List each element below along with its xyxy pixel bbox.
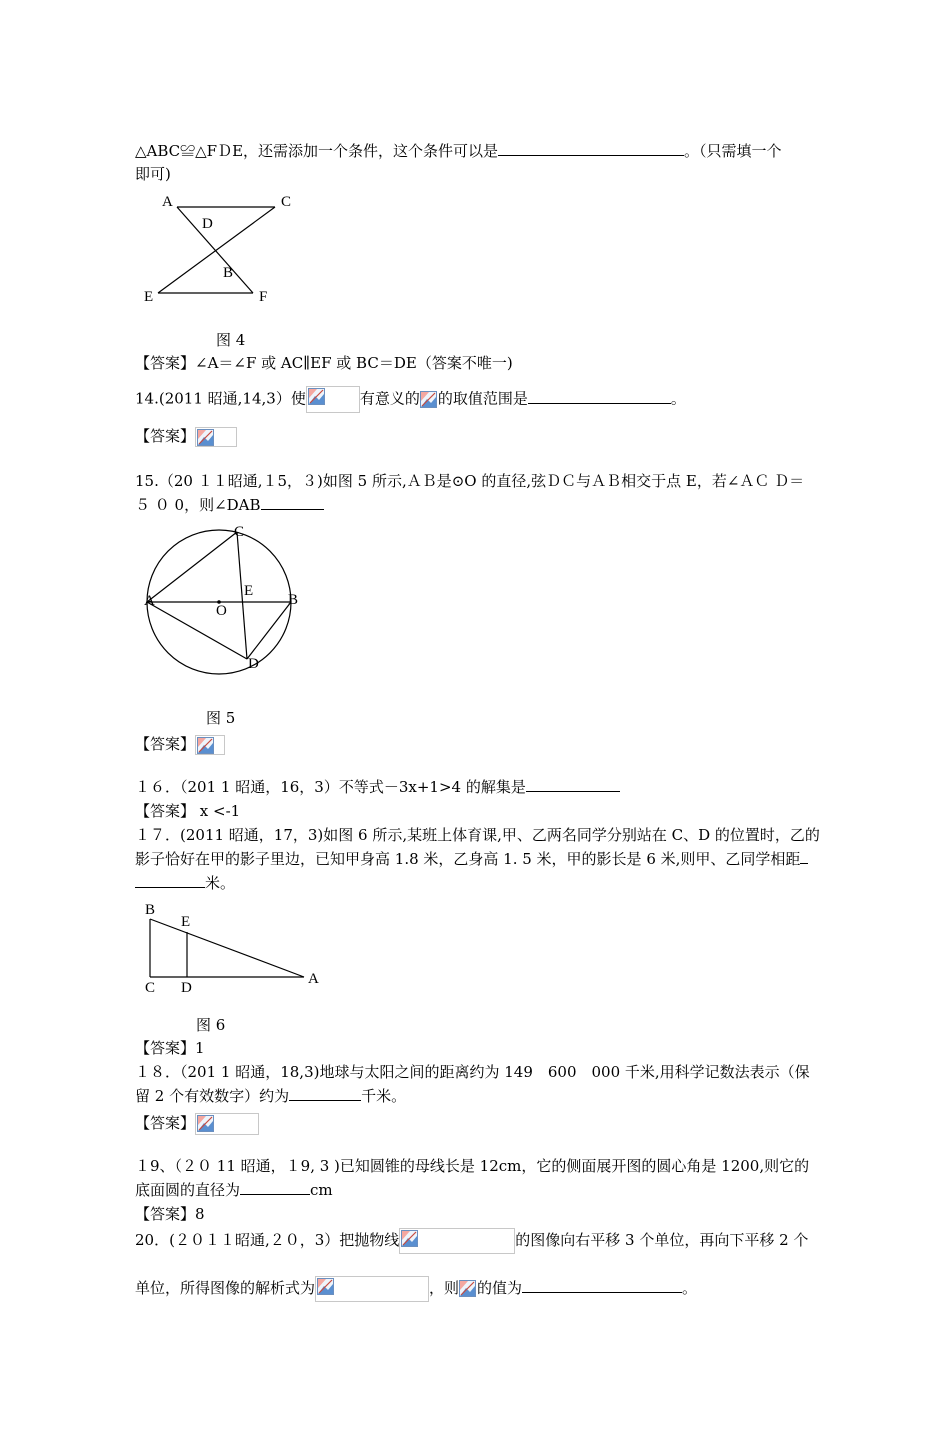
q17-text-a: １７．(2011 昭通，17，3)如图 6 所示,某班上体育课,甲、乙两名同学分别站在 C、D 的位置时，乙的 — [135, 826, 820, 844]
q20-text-f: 。 — [682, 1279, 698, 1297]
q13-blank — [498, 141, 684, 156]
q20-text-a: 20．(２０１１昭通,２０，3）把抛物线 — [135, 1231, 400, 1249]
q19-answer — [135, 1204, 205, 1224]
fig5-label-c: C — [234, 524, 245, 540]
q14-blank — [528, 389, 671, 404]
q19-answer-label: 【答案】 — [135, 1205, 196, 1223]
q14-text-d: 。 — [670, 389, 686, 408]
fig5-seg-bd — [247, 602, 291, 659]
q14-answer-label: 【答案】 — [135, 427, 196, 445]
fig4-label-a: A — [162, 194, 173, 210]
figure-4 — [140, 188, 310, 308]
q16-answer-text: x <-1 — [195, 802, 241, 820]
q20-text-e: 的值为 — [477, 1279, 523, 1297]
q13-line-1 — [135, 141, 782, 161]
broken-image-icon — [197, 1115, 214, 1132]
q19-blank — [240, 1180, 310, 1195]
q18-line-2 — [135, 1086, 406, 1106]
q13-text-b: 。（只需填一个 — [684, 142, 782, 160]
fig6-label-d: D — [181, 980, 192, 995]
q18-blank — [289, 1086, 361, 1101]
q15-line-2 — [135, 495, 324, 515]
q20-line-1 — [135, 1228, 808, 1254]
q20-line-2 — [135, 1276, 697, 1302]
q20-parabola-image — [399, 1228, 515, 1254]
q14-text-a: 14.(2011 昭通,14,3）使 — [135, 389, 306, 408]
fig5-label-b: B — [288, 592, 299, 608]
q15-line-1 — [135, 471, 804, 491]
q13-text-a: △ABC≌△FＤE，还需添加一个条件，这个条件可以是 — [135, 142, 499, 160]
q17-blank-a — [800, 849, 808, 864]
q18-text-b: 留 2 个有效数字）约为 — [135, 1087, 290, 1105]
q13-line-2 — [135, 164, 171, 184]
q15-text-a: 15.（20 １１昭通,１5，３)如图 5 所示,ＡＢ是⊙O 的直径,弦ＤＣ与ＡＢ相交于点 E，若∠ＡＣ Ｄ＝ — [135, 472, 805, 490]
q17-answer — [135, 1038, 205, 1058]
q20-text-b: 的图像向右平移 3 个单位，再向下平移 2 个 — [515, 1231, 809, 1249]
q19-text-b: 底面圆的直径为 — [135, 1181, 241, 1199]
q13-text-c: 即可) — [135, 165, 171, 183]
fig6-label-b: B — [145, 902, 156, 918]
q14-formula-image — [306, 386, 360, 413]
fig4-label-b: B — [223, 265, 234, 281]
fig6-seg-ba — [150, 919, 304, 977]
q14-answer-image — [195, 427, 237, 447]
q16-line — [135, 777, 620, 797]
fig5-label-a: A — [144, 593, 155, 609]
q18-text-a: １８．（201 1 昭通，18,3)地球与太阳之间的距离约为 149 600 000 千米,用科学记数法表示（保 — [135, 1063, 810, 1081]
q17-line-2 — [135, 849, 808, 869]
q16-answer-label: 【答案】 — [135, 802, 196, 820]
broken-image-icon — [459, 1280, 476, 1297]
q17-line-1 — [135, 825, 820, 845]
q19-text-c: cm — [310, 1181, 333, 1199]
q20-blank — [522, 1278, 682, 1293]
q20-text-c: 单位，所得图像的解析式为 — [135, 1279, 316, 1297]
fig5-seg-ac — [147, 532, 237, 602]
fig6-label-c: C — [145, 980, 156, 995]
q19-answer-text: 8 — [195, 1205, 205, 1223]
q18-text-c: 千米。 — [361, 1087, 407, 1105]
q15-blank — [261, 495, 324, 510]
figure-5 — [140, 518, 310, 678]
broken-image-icon — [197, 737, 214, 754]
figure-6-caption: 图 6 — [196, 1016, 226, 1034]
figure-4-caption: 图 4 — [216, 331, 246, 349]
q15-answer-label: 【答案】 — [135, 735, 196, 753]
q13-answer-text: ∠A＝∠F 或 AC∥EF 或 BC＝DE（答案不唯一) — [195, 354, 513, 372]
q13-answer — [135, 353, 513, 373]
q15-text-b: ５ ０ 0，则∠DAB — [135, 496, 261, 514]
q16-blank — [526, 777, 620, 792]
q13-answer-label: 【答案】 — [135, 354, 196, 372]
fig4-label-c: C — [281, 194, 292, 210]
q14-text-c: 的取值范围是 — [437, 389, 528, 408]
q19-line-1 — [135, 1156, 809, 1176]
broken-image-icon — [308, 388, 325, 405]
fig4-label-d: D — [202, 216, 213, 232]
q20-expression-image — [315, 1276, 429, 1302]
q14-answer — [135, 426, 237, 447]
q15-answer-image — [195, 735, 225, 755]
fig5-label-o: O — [216, 603, 227, 619]
q20-text-d: ，则 — [429, 1279, 460, 1297]
q15-answer — [135, 734, 225, 755]
q18-line-1 — [135, 1062, 810, 1082]
fig4-label-e: E — [144, 289, 154, 305]
q17-text-b: 影子恰好在甲的影子里边，已知甲身高 1.8 米，乙身高 1. 5 米，甲的影长是 6 米,则甲、乙同学相距 — [135, 850, 801, 868]
fig5-label-e: E — [244, 583, 254, 599]
q19-text-a: １9、（２０ 11 昭通，１9, 3 )已知圆锥的母线长是 12cm，它的侧面展开图的圆心角是 1200,则它的 — [135, 1157, 810, 1175]
q17-answer-text: 1 — [195, 1039, 205, 1057]
q18-answer-label: 【答案】 — [135, 1114, 196, 1132]
q18-answer — [135, 1113, 259, 1135]
fig6-label-e: E — [181, 914, 191, 930]
q18-answer-image — [195, 1113, 259, 1135]
fig6-label-a: A — [308, 971, 319, 987]
broken-image-icon — [420, 391, 437, 408]
fig5-seg-ad — [147, 602, 247, 659]
q14-line — [135, 386, 686, 413]
broken-image-icon — [317, 1278, 334, 1295]
figure-5-caption: 图 5 — [206, 709, 236, 727]
fig4-seg-ab — [177, 207, 253, 293]
broken-image-icon — [197, 429, 214, 446]
q14-var-image — [420, 391, 438, 409]
q20-var-image — [459, 1280, 477, 1298]
figure-6 — [140, 895, 330, 995]
fig5-label-d: D — [248, 656, 259, 672]
fig4-label-f: F — [259, 289, 268, 305]
q14-text-b: 有意义的 — [359, 389, 420, 408]
q17-text-c: 米。 — [205, 874, 236, 892]
broken-image-icon — [401, 1230, 418, 1247]
q17-answer-label: 【答案】 — [135, 1039, 196, 1057]
q17-blank-b — [135, 873, 205, 888]
q17-line-3 — [135, 873, 235, 893]
fig4-seg-cd — [158, 207, 275, 293]
q16-answer — [135, 801, 240, 821]
q16-text: １６．（201 1 昭通，16，3）不等式－3x+1>4 的解集是 — [135, 778, 526, 796]
q19-line-2 — [135, 1180, 333, 1200]
